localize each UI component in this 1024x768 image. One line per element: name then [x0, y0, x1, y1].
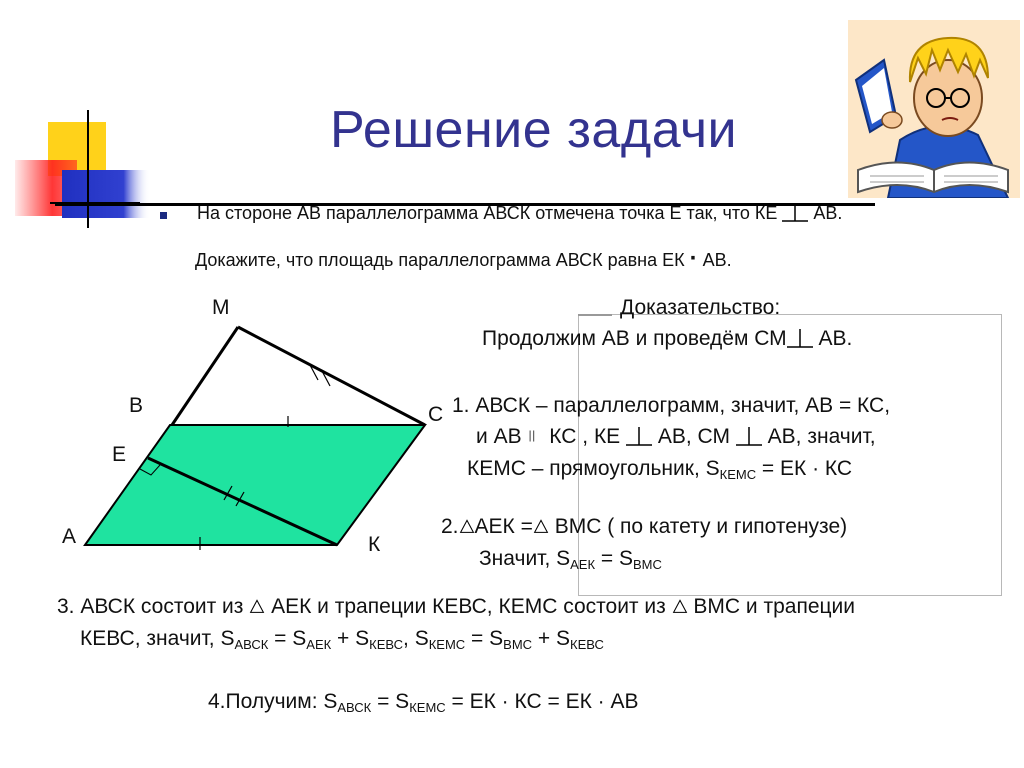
- proof-intro: Продолжим АВ и проведём СМ АВ.: [482, 327, 853, 350]
- label-b: В: [129, 394, 144, 417]
- label-k: К: [368, 533, 381, 556]
- slide-title: Решение задачи: [330, 101, 738, 159]
- triangle-icon: [459, 516, 475, 536]
- perpendicular-icon: [736, 426, 762, 446]
- proof-step2-line1: 2. АЕК = ВМС ( по катету и гипотенузе): [441, 515, 848, 538]
- decorative-squares: [0, 100, 160, 230]
- proof-step1-line3: КЕМС – прямоугольник, $S_{КЕМС}$ = ЕК · КС: [467, 457, 853, 482]
- problem-statement-line2: Докажите, что площадь параллелограмма АВСК равна ЕК · АВ.: [195, 245, 732, 272]
- label-a: А: [62, 525, 77, 548]
- proof-step1-line2: и АВ КС , КЕ АВ, СМ АВ, значит,: [476, 425, 876, 448]
- step3-line1: 3. АВСК состоит из АЕК и трапеции КЕВС, КЕМС состоит из ВМС и трапеции: [57, 595, 855, 618]
- label-e: Е: [112, 443, 127, 466]
- segment-bm: [172, 327, 238, 425]
- proof-step2-line2: Значит, $S_{АЕК} = S_{ВМС}$: [479, 547, 662, 572]
- parallelogram-figure: [80, 320, 440, 550]
- frame-handle: [578, 314, 612, 316]
- label-m: М: [212, 296, 230, 319]
- triangle-icon: [533, 516, 549, 536]
- segment-mc: [238, 327, 425, 425]
- triangle-icon: [672, 596, 688, 616]
- triangle-icon: [249, 596, 265, 616]
- student-reading-illustration: [848, 20, 1020, 198]
- parallel-icon: [527, 426, 543, 446]
- perpendicular-icon: [787, 328, 813, 348]
- step4-conclusion: 4.Получим: $S_{АВСК} = S_{КЕМС}$ = ЕК · КС = ЕК · АВ: [208, 690, 639, 715]
- proof-heading: Доказательство:: [620, 296, 781, 319]
- step3-line2: КЕВС, значит, $S_{АВСК} = S_{АЕК} + S_{КЕВС}$, $S_{КЕМС} = S_{ВМС} + S_{КЕВС}$: [80, 627, 604, 652]
- parallelogram-abck: [85, 425, 425, 545]
- problem-statement-line1: На стороне АВ параллелограмма АВСК отмечена точка Е так, что КЕ АВ.: [197, 203, 843, 223]
- proof-step1-line1: 1. АВСК – параллелограмм, значит, АВ = КС,: [452, 394, 891, 417]
- bullet-square-icon: [160, 212, 167, 219]
- perpendicular-icon: [782, 202, 808, 222]
- label-c: С: [428, 403, 444, 426]
- perpendicular-icon: [626, 426, 652, 446]
